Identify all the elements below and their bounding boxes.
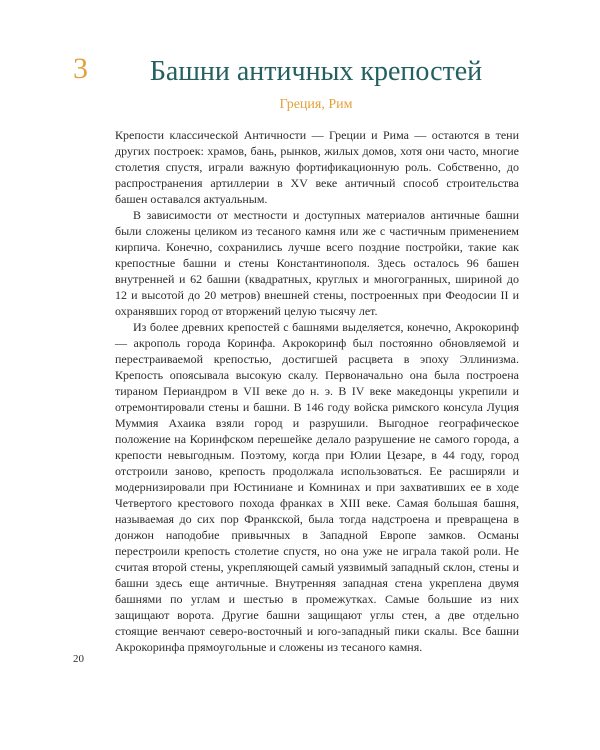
paragraph-intro: Крепости классической Античности — Греции и Рима — остаются в тени других построек: храмов, бань, рынков, жилых домов, хотя они часто, многие столетия спустя, играли важную фортификационную роль. Собственно, до распространения артиллерии в XV веке античный способ строительства башен оставался актуальным. [115, 128, 519, 206]
paragraph-materials: В зависимости от местности и доступных материалов античные башни были сложены целиком из тесаного камня или же с частичным применением кирпича. Конечно, сохранились лучше всего поздние постройки, такие как крепостные башни и стены Константинополя. Здесь осталось 96 башен внутренней и 62 башни (квадратных, круглых и многогранных, шириной до 12 и высотой до 20 метров) внешней стены, построенных при Феодосии II и охранявших город от вторжений целую тысячу лет. [115, 208, 519, 318]
body-text [115, 127, 519, 655]
chapter-title: Башни античных крепостей [149, 56, 483, 87]
chapter-subtitle: Греция, Рим [279, 97, 353, 112]
page-number: 20 [73, 653, 84, 665]
paragraph-acrocorinth: Из более древних крепостей с башнями выделяется, конечно, Акрокоринф — акрополь города Коринфа. Акрокоринф был постоянно обновляемой и перестраиваемой крепостью, достигшей расцвета в эпоху Эллинизма. Крепость опоясывала высокую скалу. Первоначально она была построена тираном Периандром в VII веке до н. э. В IV веке македонцы укрепили и отремонтировали стены и башни. В 146 году войска римского консула Луция Муммия Ахаика взяли город и разрушили. Выгодное географическое положение на Коринфском перешейке делало разрушение не самого города, а крепости невыгодным. Поэтому, когда при Юлии Цезаре, в 44 году, город отстроили заново, крепость продолжала использоваться. Ее расширяли и модернизировали при Юстиниане и Комнинах и при захвативших ее в ходе Четвертого крестового похода франках в XIII веке. Самая большая башня, называемая до сих пор Франкской, была тогда надстроена и превращена в донжон наподобие привычных в Западной Европе замков. Османы перестроили крепость столетие спустя, но она уже не играла такой роли. Не считая второй стены, укрепляющей самый уязвимый западный склон, стены и башни здесь еще античные. Внутренняя западная стена укреплена двумя башнями по углам и шестью в промежутках. Самые большие из них защищают ворота. Другие башни защищают углы стен, а две отдельно стоящие венчают северо-восточный и юго-западный пики скалы. Все башни Акрокоринфа прямоугольные и сложены из тесаного камня. [115, 320, 519, 654]
chapter-number: 3 [73, 52, 88, 85]
